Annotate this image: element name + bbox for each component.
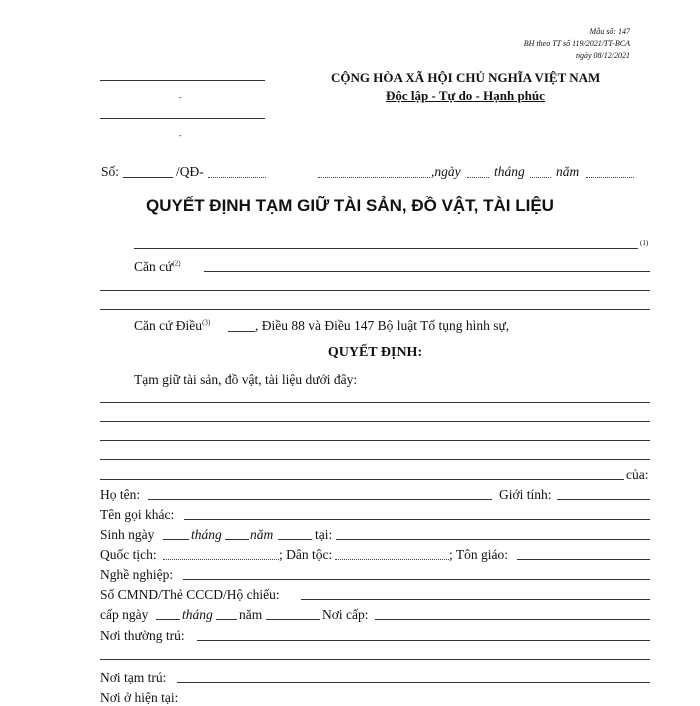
qd-label: /QĐ- (176, 164, 204, 179)
cua-label: của: (626, 467, 649, 482)
note-3: (3) (202, 318, 211, 327)
noi-cap-label: Nơi cấp: (322, 607, 369, 622)
cap-nam-blank (266, 619, 320, 620)
nghe-nghiep-blank (183, 579, 650, 580)
seize-text: Tạm giữ tài sản, đồ vật, tài liệu dưới đây: (134, 372, 358, 387)
cap-ngay-blank (156, 619, 180, 620)
can-cu-dieu-tail: , Điều 88 và Điều 147 Bộ luật Tố tụng hình sự, (255, 318, 510, 333)
ton-giao-label: ; Tôn giáo: (449, 547, 508, 562)
quoc-tich-label: Quốc tịch: (100, 547, 157, 562)
note-1: (1) (640, 239, 649, 247)
sinh-tai-label: tại: (315, 527, 333, 542)
cap-thang-label: tháng (182, 607, 213, 622)
ho-ten-label: Họ tên: (100, 487, 141, 502)
ho-ten-blank (148, 499, 492, 500)
so-cmnd-label: Số CMND/Thẻ CCCD/Hộ chiếu: (100, 587, 280, 602)
so-blank (123, 177, 173, 178)
item-line-5 (100, 479, 624, 480)
item-line-2 (100, 421, 650, 422)
sinh-thang-blank (225, 539, 249, 540)
note-2: (2) (172, 259, 181, 268)
noi-o-hien-tai-label: Nơi ở hiện tại: (100, 690, 179, 705)
noi-cap-blank (375, 619, 650, 620)
nam-label: năm (556, 164, 580, 179)
place-blank (318, 177, 430, 178)
noi-thuong-tru-label: Nơi thường trú: (100, 628, 185, 643)
agency-line-1 (100, 80, 265, 81)
can-cu-line-1 (204, 271, 650, 272)
ten-goi-khac-blank (184, 519, 650, 520)
quoc-tich-blank (163, 559, 279, 560)
nam-blank (586, 177, 634, 178)
dan-toc-label: ; Dân tộc: (279, 547, 333, 562)
document-title: QUYẾT ĐỊNH TẠM GIỮ TÀI SẢN, ĐỒ VẬT, TÀI LIỆU (146, 196, 554, 215)
so-cmnd-blank (301, 599, 650, 600)
thang-blank (530, 177, 551, 178)
can-cu-line-3 (100, 309, 650, 310)
ngay-label: ,ngày (431, 164, 461, 179)
sinh-nam-blank (278, 539, 312, 540)
country-name: CỘNG HÒA XÃ HỘI CHỦ NGHĨA VIỆT NAM (331, 70, 601, 85)
agency-mark-2: - (179, 131, 182, 140)
sinh-tai-blank (336, 539, 650, 540)
form-number-line3: ngày 08/12/2021 (576, 51, 630, 60)
sinh-thang-label: tháng (191, 527, 222, 542)
motto: Độc lập - Tự do - Hạnh phúc (386, 88, 545, 103)
authority-line (134, 248, 638, 249)
nghe-nghiep-label: Nghề nghiệp: (100, 567, 174, 582)
sinh-ngay-blank (163, 539, 189, 540)
form-number-line2: BH theo TT số 119/2021/TT-BCA (523, 39, 630, 48)
ton-giao-blank (517, 559, 650, 560)
agency-mark-1: - (179, 93, 182, 102)
cap-nam-label: năm (239, 607, 263, 622)
can-cu-label: Căn cứ (134, 259, 173, 274)
sinh-ngay-label: Sinh ngày (100, 527, 155, 542)
decision-heading: QUYẾT ĐỊNH: (327, 345, 423, 360)
item-line-4 (100, 459, 650, 460)
agency-line-2 (100, 118, 265, 119)
ngay-blank (467, 177, 489, 178)
noi-tam-tru-blank (177, 682, 650, 683)
noi-thuong-tru-blank (197, 640, 650, 641)
cap-ngay-label: cấp ngày (100, 607, 149, 622)
form-number-line1: Mẫu số: 147 (589, 27, 630, 36)
sinh-nam-label: năm (250, 527, 274, 542)
thang-label: tháng (494, 164, 525, 179)
ten-goi-khac-label: Tên gọi khác: (100, 507, 175, 522)
noi-thuong-tru-blank-2 (100, 659, 650, 660)
can-cu-dieu-label: Căn cứ Điều (134, 318, 203, 333)
noi-tam-tru-label: Nơi tạm trú: (100, 670, 167, 685)
dan-toc-blank (335, 559, 449, 560)
item-line-3 (100, 440, 650, 441)
cap-thang-blank (216, 619, 237, 620)
gioi-tinh-label: Giới tính: (499, 487, 552, 502)
item-line-1 (100, 402, 650, 403)
can-cu-line-2 (100, 290, 650, 291)
qd-blank (208, 177, 266, 178)
so-label: Số: (101, 164, 120, 179)
gioi-tinh-blank (557, 499, 650, 500)
dieu-blank (228, 331, 255, 332)
